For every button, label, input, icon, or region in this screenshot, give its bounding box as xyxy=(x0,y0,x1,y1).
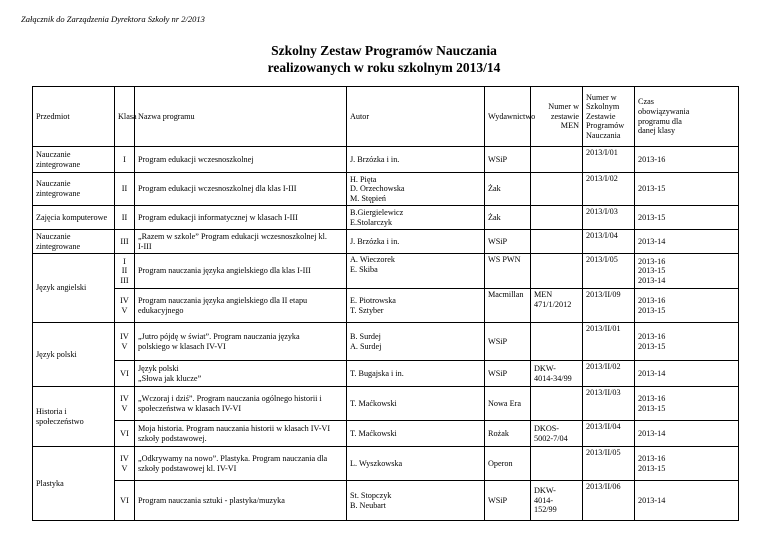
cell-klasa: III xyxy=(115,230,135,254)
cell-klasa: II xyxy=(115,173,135,206)
cell-autor: J. Brzózka i in. xyxy=(347,147,485,173)
cell-klasa: VI xyxy=(115,481,135,521)
table-row xyxy=(33,481,739,521)
cell-autor: L. Wyszkowska xyxy=(347,447,485,481)
cell-klasa: VI xyxy=(115,421,135,447)
cell-wydawnictwo: WSiP xyxy=(485,481,531,521)
programs-table xyxy=(32,86,739,521)
table-row xyxy=(33,289,739,323)
cell-men: DKOS- 5002-7/04 xyxy=(531,421,583,447)
cell-szkolny: 2013/I/03 xyxy=(583,206,635,230)
cell-men xyxy=(531,230,583,254)
header-row xyxy=(33,87,739,147)
col-header-wydawnictwo: Wydawnictwo xyxy=(485,87,531,147)
table-row xyxy=(33,361,739,387)
cell-szkolny: 2013/I/04 xyxy=(583,230,635,254)
cell-men xyxy=(531,206,583,230)
cell-czas: 2013-16 2013-15 xyxy=(635,289,739,323)
cell-wydawnictwo: Macmillan xyxy=(485,289,531,323)
cell-nazwa: Moja historia. Program nauczania historii w klasach IV-VI szkoły podstawowej. xyxy=(135,421,347,447)
table-row xyxy=(33,447,739,481)
cell-autor: E. Piotrowska T. Sztyber xyxy=(347,289,485,323)
cell-przedmiot: Historia i społeczeństwo xyxy=(33,387,115,447)
cell-szkolny: 2013/II/02 xyxy=(583,361,635,387)
col-header-szkolny: Numer w Szkolnym Zestawie Programów Nauczania xyxy=(583,87,635,147)
cell-autor: A. Wieczorek E. Skiba xyxy=(347,254,485,289)
cell-nazwa: „Wczoraj i dziś”. Program nauczania ogólnego historii i społeczeństwa w klasach IV-VI xyxy=(135,387,347,421)
cell-przedmiot: Nauczanie zintegrowane xyxy=(33,230,115,254)
cell-men xyxy=(531,447,583,481)
table-row xyxy=(33,147,739,173)
cell-czas: 2013-16 2013-15 xyxy=(635,387,739,421)
cell-autor: T. Maćkowski xyxy=(347,387,485,421)
cell-przedmiot: Nauczanie zintegrowane xyxy=(33,173,115,206)
title-line-1: Szkolny Zestaw Programów Nauczania xyxy=(271,43,497,58)
cell-wydawnictwo: WSiP xyxy=(485,361,531,387)
cell-autor: T. Bugajska i in. xyxy=(347,361,485,387)
cell-czas: 2013-16 xyxy=(635,147,739,173)
cell-szkolny: 2013/II/01 xyxy=(583,323,635,361)
cell-klasa: I xyxy=(115,147,135,173)
cell-czas: 2013-16 2013-15 2013-14 xyxy=(635,254,739,289)
cell-czas: 2013-15 xyxy=(635,173,739,206)
cell-przedmiot: Język polski xyxy=(33,323,115,387)
cell-wydawnictwo: WS PWN xyxy=(485,254,531,289)
cell-men: DKW- 4014- 152/99 xyxy=(531,481,583,521)
cell-klasa: IV V xyxy=(115,447,135,481)
cell-nazwa: Program edukacji wczesnoszkolnej dla klas I-III xyxy=(135,173,347,206)
cell-wydawnictwo: WSiP xyxy=(485,230,531,254)
cell-nazwa: Program nauczania języka angielskiego dla klas I-III xyxy=(135,254,347,289)
cell-wydawnictwo: Żak xyxy=(485,206,531,230)
cell-autor: J. Brzózka i in. xyxy=(347,230,485,254)
cell-nazwa: Program edukacji wczesnoszkolnej xyxy=(135,147,347,173)
cell-szkolny: 2013/I/02 xyxy=(583,173,635,206)
cell-nazwa: „Razem w szkole” Program edukacji wczesnoszkolnej kl. I-III xyxy=(135,230,347,254)
col-header-czas: Czas obowiązywania programu dla danej klasy xyxy=(635,87,739,147)
cell-nazwa: Program nauczania sztuki - plastyka/muzyka xyxy=(135,481,347,521)
cell-autor: H. Pięta D. Orzechowska M. Stępień xyxy=(347,173,485,206)
cell-szkolny: 2013/I/01 xyxy=(583,147,635,173)
table-row xyxy=(33,254,739,289)
cell-szkolny: 2013/II/06 xyxy=(583,481,635,521)
cell-men xyxy=(531,173,583,206)
cell-wydawnictwo: WSiP xyxy=(485,147,531,173)
cell-nazwa: „Jutro pójdę w świat”. Program nauczania języka polskiego w klasach IV-VI xyxy=(135,323,347,361)
cell-wydawnictwo: Rożak xyxy=(485,421,531,447)
col-header-klasa: Klasa xyxy=(115,87,135,147)
cell-klasa: II xyxy=(115,206,135,230)
table-row xyxy=(33,421,739,447)
cell-men: MEN 471/1/2012 xyxy=(531,289,583,323)
cell-klasa: IV V xyxy=(115,387,135,421)
cell-klasa: I II III xyxy=(115,254,135,289)
cell-klasa: VI xyxy=(115,361,135,387)
cell-klasa: IV V xyxy=(115,289,135,323)
cell-autor: B.Giergielewicz E.Stolarczyk xyxy=(347,206,485,230)
title-line-2: realizowanych w roku szkolnym 2013/14 xyxy=(267,60,501,75)
cell-czas: 2013-14 xyxy=(635,230,739,254)
cell-wydawnictwo: Żak xyxy=(485,173,531,206)
col-header-przedmiot: Przedmiot xyxy=(33,87,115,147)
cell-autor: St. Stopczyk B. Neubart xyxy=(347,481,485,521)
cell-nazwa: Program nauczania języka angielskiego dla II etapu edukacyjnego xyxy=(135,289,347,323)
document-title xyxy=(0,42,768,76)
cell-wydawnictwo: WSiP xyxy=(485,323,531,361)
table-row xyxy=(33,173,739,206)
table-row xyxy=(33,323,739,361)
table-row xyxy=(33,230,739,254)
cell-przedmiot: Plastyka xyxy=(33,447,115,521)
cell-szkolny: 2013/II/03 xyxy=(583,387,635,421)
col-header-autor: Autor xyxy=(347,87,485,147)
cell-czas: 2013-14 xyxy=(635,361,739,387)
cell-nazwa: Program edukacji informatycznej w klasach I-III xyxy=(135,206,347,230)
cell-szkolny: 2013/II/09 xyxy=(583,289,635,323)
header-note: Załącznik do Zarządzenia Dyrektora Szkoły nr 2/2013 xyxy=(21,14,205,24)
cell-przedmiot: Nauczanie zintegrowane xyxy=(33,147,115,173)
cell-czas: 2013-14 xyxy=(635,421,739,447)
cell-szkolny: 2013/II/05 xyxy=(583,447,635,481)
table-row xyxy=(33,206,739,230)
cell-klasa: IV V xyxy=(115,323,135,361)
cell-men xyxy=(531,323,583,361)
table-row xyxy=(33,387,739,421)
cell-przedmiot: Język angielski xyxy=(33,254,115,323)
cell-wydawnictwo: Operon xyxy=(485,447,531,481)
cell-szkolny: 2013/II/04 xyxy=(583,421,635,447)
cell-autor: T. Maćkowski xyxy=(347,421,485,447)
cell-men xyxy=(531,387,583,421)
cell-nazwa: „Odkrywamy na nowo”. Plastyka. Program nauczania dla szkoły podstawowej kl. IV-VI xyxy=(135,447,347,481)
cell-przedmiot: Zajęcia komputerowe xyxy=(33,206,115,230)
cell-czas: 2013-15 xyxy=(635,206,739,230)
cell-szkolny: 2013/I/05 xyxy=(583,254,635,289)
cell-men: DKW- 4014-34/99 xyxy=(531,361,583,387)
cell-autor: B. Surdej A. Surdej xyxy=(347,323,485,361)
cell-czas: 2013-14 xyxy=(635,481,739,521)
col-header-men: Numer w zestawie MEN xyxy=(531,87,583,147)
cell-men xyxy=(531,254,583,289)
cell-czas: 2013-16 2013-15 xyxy=(635,323,739,361)
cell-wydawnictwo: Nowa Era xyxy=(485,387,531,421)
col-header-nazwa: Nazwa programu xyxy=(135,87,347,147)
cell-men xyxy=(531,147,583,173)
cell-nazwa: Język polski „Słowa jak klucze” xyxy=(135,361,347,387)
cell-czas: 2013-16 2013-15 xyxy=(635,447,739,481)
